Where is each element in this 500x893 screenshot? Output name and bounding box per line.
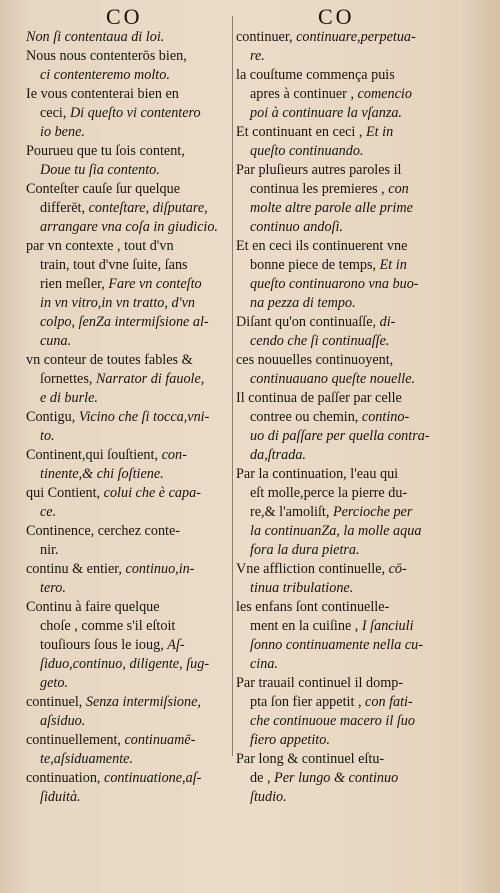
italian-gloss: arrangare vna coſa in giudicio.: [40, 219, 218, 235]
column-divider: [232, 16, 233, 756]
french-text: train, tout d'vne ſuite, ſans: [40, 257, 188, 273]
entry-line: [236, 427, 468, 446]
french-text: vn conteur de toutes fables &: [26, 352, 193, 368]
italian-gloss: fora la dura pietra.: [250, 542, 360, 558]
entry-line: [26, 541, 232, 560]
french-text: Par trauail continuel il domp-: [236, 675, 404, 691]
french-text: continuellement,: [26, 732, 125, 748]
dictionary-entry: [26, 180, 232, 237]
italian-gloss: na pezza di tempo.: [250, 295, 356, 311]
entry-line: [26, 598, 232, 617]
italian-gloss: cina.: [250, 656, 278, 672]
italian-gloss: fiero appetito.: [250, 732, 330, 748]
dictionary-entry: [26, 142, 232, 180]
french-text: ces nouuelles continuoyent,: [236, 352, 394, 368]
entry-line: [236, 769, 468, 788]
french-text: Vne affliction continuelle,: [236, 561, 389, 577]
italian-gloss: con: [388, 181, 409, 197]
entry-line: [26, 579, 232, 598]
entry-line: [236, 294, 468, 313]
dictionary-entry: [26, 28, 232, 47]
french-text: ſornettes,: [40, 371, 96, 387]
entry-line: [236, 161, 468, 180]
french-text: Conteſter cauſe ſur quelque: [26, 181, 181, 197]
dictionary-entry: [26, 484, 232, 522]
italian-gloss: io bene.: [40, 124, 85, 140]
entry-line: [26, 85, 232, 104]
italian-gloss: in vn vitro,in vn tratto, d'vn: [40, 295, 196, 311]
entry-line: [236, 655, 468, 674]
right-running-head: CO: [318, 4, 355, 29]
entry-line: [236, 199, 468, 218]
italian-gloss: I ſanciuli: [361, 618, 414, 634]
italian-gloss: poi à continuare la vſanza.: [250, 105, 402, 121]
entry-line: [26, 351, 232, 370]
entry-line: [236, 636, 468, 655]
italian-gloss: te,aſsiduamente.: [40, 751, 133, 767]
french-text: choſe , comme s'il eſtoit: [40, 618, 176, 634]
entry-line: [236, 408, 468, 427]
french-text: continuation,: [26, 770, 105, 786]
dictionary-entry: [236, 560, 468, 598]
italian-gloss: Et in: [379, 257, 407, 273]
entry-line: [26, 731, 232, 750]
entry-line: [236, 579, 468, 598]
dictionary-entry: [236, 674, 468, 750]
french-text: Contigu,: [26, 409, 79, 425]
italian-gloss: ſonno continuamente nella cu-: [250, 637, 423, 653]
italian-gloss: geto.: [40, 675, 68, 691]
entry-line: [26, 28, 232, 47]
running-header: [0, 4, 500, 30]
entry-line: [26, 237, 232, 256]
entry-line: [26, 750, 232, 769]
french-text: continu & entier,: [26, 561, 126, 577]
entry-line: [236, 180, 468, 199]
entry-line: [236, 712, 468, 731]
italian-gloss: tinua tribulatione.: [250, 580, 354, 596]
entry-line: [236, 788, 468, 807]
italian-gloss: colui che è capa-: [103, 485, 201, 501]
italian-gloss: Di queſto vi contentero: [69, 105, 201, 121]
dictionary-entry: [236, 750, 468, 807]
french-text: contree ou chemin,: [250, 409, 362, 425]
dictionary-entry: [236, 28, 468, 66]
entry-line: [236, 123, 468, 142]
french-text: Par pluſieurs autres paroles il: [236, 162, 402, 178]
french-text: continua les premieres ,: [250, 181, 389, 197]
italian-gloss: continuo andoſi.: [250, 219, 344, 235]
french-text: Diſant qu'on continuaſſe,: [236, 314, 380, 330]
italian-gloss: Per lungo & continuo: [274, 770, 399, 786]
entry-line: [26, 275, 232, 294]
italian-gloss: tero.: [40, 580, 66, 596]
dictionary-entry: [26, 47, 232, 85]
french-text: Continu à faire quelque: [26, 599, 160, 615]
entry-line: [26, 180, 232, 199]
french-text: Et continuant en ceci ,: [236, 124, 367, 140]
italian-gloss: Et in: [366, 124, 394, 140]
italian-gloss: molte altre parole alle prime: [250, 200, 413, 216]
french-text: Continent,qui ſouſtient,: [26, 447, 162, 463]
italian-gloss: che continuoue macero il ſuo: [250, 713, 415, 729]
entry-line: [26, 484, 232, 503]
french-text: differēt,: [40, 200, 89, 216]
italian-gloss: conteſtare, diſputare,: [88, 200, 208, 216]
italian-gloss: ci contenteremo molto.: [40, 67, 170, 83]
dictionary-entry: [26, 598, 232, 693]
italian-gloss: la continuanZa, la molle aqua: [250, 523, 422, 539]
entry-line: [236, 617, 468, 636]
italian-gloss: Fare vn conteſto: [108, 276, 202, 292]
italian-gloss: cendo che ſi continuaſſe.: [250, 333, 390, 349]
dictionary-entry: [26, 693, 232, 731]
entry-line: [236, 541, 468, 560]
italian-gloss: queſto continuando.: [250, 143, 364, 159]
french-text: Ie vous contenterai bien en: [26, 86, 179, 102]
french-text: nir.: [40, 542, 59, 558]
french-text: continuer,: [236, 29, 297, 45]
entry-line: [236, 85, 468, 104]
italian-gloss: Doue tu ſia contento.: [40, 162, 160, 178]
italian-gloss: Vicino che ſi tocca,vni-: [78, 409, 210, 425]
italian-gloss: Non ſi contentaua di loi.: [26, 29, 165, 45]
entry-line: [26, 218, 232, 237]
entry-line: [236, 446, 468, 465]
italian-gloss: continuo,in-: [125, 561, 195, 577]
entry-line: [26, 104, 232, 123]
french-text: touſiours ſous le ioug,: [40, 637, 168, 653]
entry-line: [236, 351, 468, 370]
italian-gloss: tinente,& chi ſoſtiene.: [40, 466, 164, 482]
italian-gloss: e di burle.: [40, 390, 98, 406]
entry-line: [236, 370, 468, 389]
italian-gloss: to.: [40, 428, 55, 444]
entry-line: [236, 389, 468, 408]
italian-gloss: cuna.: [40, 333, 72, 349]
entry-line: [26, 712, 232, 731]
entry-line: [236, 693, 468, 712]
entry-line: [236, 332, 468, 351]
french-text: la couſtume commença puis: [236, 67, 395, 83]
french-text: ment en la cuiſine ,: [250, 618, 362, 634]
entry-line: [236, 313, 468, 332]
entry-line: [26, 769, 232, 788]
italian-gloss: da,ſtrada.: [250, 447, 306, 463]
entry-line: [26, 256, 232, 275]
italian-gloss: uo di paſſare per quella contra-: [250, 428, 430, 444]
italian-gloss: continuare,perpetua-: [296, 29, 416, 45]
italian-gloss: di-: [379, 314, 396, 330]
dictionary-entry: [236, 465, 468, 560]
entry-line: [236, 465, 468, 484]
french-text: apres à continuer ,: [250, 86, 358, 102]
italian-gloss: re.: [250, 48, 265, 64]
dictionary-entry: [236, 351, 468, 389]
entry-line: [26, 370, 232, 389]
italian-gloss: Percioche per: [332, 504, 413, 520]
entry-line: [26, 560, 232, 579]
french-text: par vn contexte , tout d'vn: [26, 238, 174, 254]
entry-line: [236, 522, 468, 541]
dictionary-entry: [236, 237, 468, 313]
italian-gloss: colpo, ſenZa intermiſsione al-: [40, 314, 209, 330]
right-column: [236, 28, 468, 807]
italian-gloss: ſtudio.: [250, 789, 287, 805]
entry-line: [26, 47, 232, 66]
entry-line: [236, 674, 468, 693]
entry-line: [236, 28, 468, 47]
french-text: continuel,: [26, 694, 86, 710]
italian-gloss: queſto continuarono vna buo-: [250, 276, 419, 292]
entry-line: [236, 598, 468, 617]
entry-line: [236, 218, 468, 237]
italian-gloss: Aſ-: [167, 637, 185, 653]
french-text: de ,: [250, 770, 275, 786]
dictionary-entry: [26, 351, 232, 408]
dictionary-entry: [236, 161, 468, 237]
dictionary-entry: [236, 123, 468, 161]
left-column: [26, 28, 232, 807]
entry-line: [236, 142, 468, 161]
entry-line: [26, 788, 232, 807]
entry-line: [26, 294, 232, 313]
entry-line: [26, 617, 232, 636]
french-text: qui Contient,: [26, 485, 104, 501]
entry-line: [236, 104, 468, 123]
dictionary-entry: [236, 598, 468, 674]
dictionary-entry: [26, 237, 232, 351]
italian-gloss: ſiduità.: [40, 789, 81, 805]
entry-line: [26, 332, 232, 351]
entry-line: [26, 446, 232, 465]
entry-line: [26, 389, 232, 408]
french-text: Nous nous contenterōs bien,: [26, 48, 187, 64]
italian-gloss: ce.: [40, 504, 57, 520]
entry-line: [236, 503, 468, 522]
italian-gloss: continuamē-: [124, 732, 196, 748]
french-text: pta ſon fier appetit ,: [250, 694, 366, 710]
dictionary-entry: [26, 560, 232, 598]
french-text: re,& l'amoliſt,: [250, 504, 333, 520]
dictionary-entry: [236, 66, 468, 123]
entry-line: [236, 256, 468, 275]
italian-gloss: ſiduo,continuo, diligente, ſug-: [40, 656, 210, 672]
entry-line: [26, 66, 232, 85]
dictionary-entry: [26, 731, 232, 769]
italian-gloss: con fati-: [365, 694, 413, 710]
italian-gloss: continuatione,aſ-: [104, 770, 202, 786]
french-text: les enfans ſont continuelle-: [236, 599, 390, 615]
entry-line: [26, 123, 232, 142]
french-text: eſt molle,perce la pierre du-: [250, 485, 408, 501]
entry-line: [236, 47, 468, 66]
entry-line: [26, 142, 232, 161]
dictionary-entry: [26, 85, 232, 142]
dictionary-entry: [236, 389, 468, 465]
entry-line: [236, 750, 468, 769]
entry-line: [26, 313, 232, 332]
entry-line: [26, 503, 232, 522]
entry-line: [26, 674, 232, 693]
italian-gloss: con-: [161, 447, 187, 463]
entry-line: [26, 408, 232, 427]
french-text: Par la continuation, l'eau qui: [236, 466, 399, 482]
entry-line: [26, 427, 232, 446]
italian-gloss: Narrator di fauole,: [95, 371, 205, 387]
french-text: bonne piece de temps,: [250, 257, 380, 273]
french-text: ceci,: [40, 105, 70, 121]
italian-gloss: cō-: [388, 561, 407, 577]
italian-gloss: continuauano queſte nouelle.: [250, 371, 416, 387]
entry-line: [26, 636, 232, 655]
french-text: Par long & continuel eſtu-: [236, 751, 385, 767]
french-text: Et en ceci ils continuerent vne: [236, 238, 408, 254]
entry-line: [26, 199, 232, 218]
french-text: Continence, cerchez conte-: [26, 523, 181, 539]
dictionary-entry: [236, 313, 468, 351]
entry-line: [236, 237, 468, 256]
entry-line: [26, 693, 232, 712]
entry-line: [236, 731, 468, 750]
entry-line: [236, 275, 468, 294]
entry-line: [26, 655, 232, 674]
french-text: rien meſler,: [40, 276, 109, 292]
entry-line: [236, 484, 468, 503]
italian-gloss: aſsiduo.: [40, 713, 86, 729]
entry-line: [26, 465, 232, 484]
entry-line: [26, 161, 232, 180]
italian-gloss: contino-: [361, 409, 410, 425]
french-text: Pourueu que tu ſois content,: [26, 143, 185, 159]
dictionary-entry: [26, 446, 232, 484]
left-running-head: CO: [106, 4, 143, 29]
italian-gloss: Senza intermiſsione,: [85, 694, 201, 710]
entry-line: [236, 560, 468, 579]
entry-line: [236, 66, 468, 85]
entry-line: [26, 522, 232, 541]
italian-gloss: comencio: [357, 86, 412, 102]
dictionary-entry: [26, 522, 232, 560]
dictionary-entry: [26, 408, 232, 446]
french-text: Il continua de paſſer par celle: [236, 390, 402, 406]
dictionary-entry: [26, 769, 232, 807]
